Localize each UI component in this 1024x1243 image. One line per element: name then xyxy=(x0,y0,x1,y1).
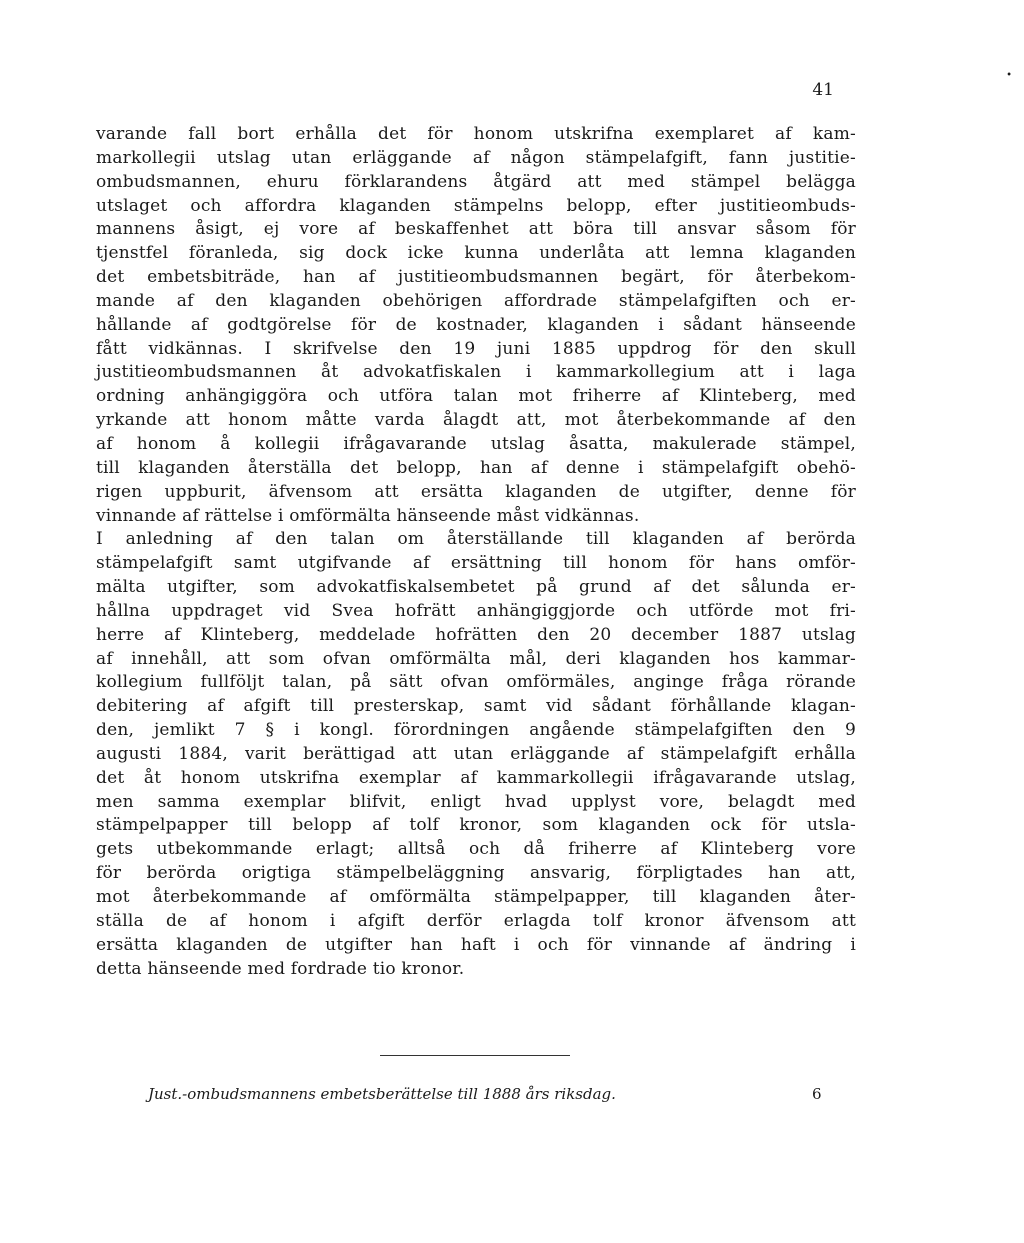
text-line: mannens åsigt, ej vore af beskaffenhet att böra till ansvar såsom för xyxy=(96,219,856,240)
text-line: markollegii utslag utan erläggande af någon stämpelafgift, fann justitie- xyxy=(96,147,856,168)
paragraph-end-line: detta hänseende med fordrade tio kronor. xyxy=(96,958,465,979)
text-line: rigen uppburit, äfvensom att ersätta klaganden de utgifter, denne för xyxy=(96,481,856,502)
text-line: det embetsbiträde, han af justitieombudsmannen begärt, för återbekom- xyxy=(96,267,856,288)
text-line: ombudsmannen, ehuru förklarandens åtgärd att med stämpel belägga xyxy=(96,171,856,192)
page-number: 41 xyxy=(812,80,834,100)
text-line: till klaganden återställa det belopp, han af denne i stämpelafgift obehö- xyxy=(96,457,856,478)
text-line: mälta utgifter, som advokatfiskalsembetet på grund af det sålunda er- xyxy=(96,577,856,598)
text-line: mande af den klaganden obehörigen affordrade stämpelafgiften och er- xyxy=(96,290,856,311)
text-line: tjenstfel föranleda, sig dock icke kunna underlåta att lemna klaganden xyxy=(96,243,856,264)
text-line: kollegium fullföljt talan, på sätt ofvan omförmäles, anginge fråga rörande xyxy=(96,672,856,693)
text-line: fått vidkännas. I skrifvelse den 19 juni 1885 uppdrog för den skull xyxy=(96,338,856,359)
text-line: det åt honom utskrifna exemplar af kammarkollegii ifrågavarande utslag, xyxy=(96,767,856,788)
text-line: I anledning af den talan om återställande till klaganden af berörda xyxy=(96,529,856,550)
text-line: herre af Klinteberg, meddelade hofrätten den 20 december 1887 utslag xyxy=(96,624,856,645)
text-line: stämpelpapper till belopp af tolf kronor, som klaganden ock för utsla- xyxy=(96,815,856,836)
text-line: augusti 1884, varit berättigad att utan erläggande af stämpelafgift erhålla xyxy=(96,743,856,764)
text-line: mot återbekommande af omförmälta stämpelpapper, till klaganden åter- xyxy=(96,887,856,907)
text-line: gets utbekommande erlagt; alltså och då friherre af Klinteberg vore xyxy=(96,839,856,860)
text-line: yrkande att honom måtte varda ålagdt att, mot återbekommande af den xyxy=(96,410,856,431)
footer-title: Just.-ombudsmannens embetsberättelse till 1888 års riksdag. xyxy=(148,1085,616,1103)
text-line: af innehåll, att som ofvan omförmälta mål, deri klaganden hos kammar- xyxy=(96,648,856,669)
footer-sheet-number: 6 xyxy=(812,1085,822,1103)
text-line: utslaget och affordra klaganden stämpelns belopp, efter justitieombuds- xyxy=(96,195,856,216)
text-line: ersätta klaganden de utgifter han haft i och för vinnande af ändring i xyxy=(96,934,856,955)
text-line: för berörda origtiga stämpelbeläggning ansvarig, förpligtades han att, xyxy=(96,863,856,884)
text-line: ställa de af honom i afgift derför erlagda tolf kronor äfvensom att xyxy=(96,910,856,931)
text-line: men samma exemplar blifvit, enligt hvad upplyst vore, belagdt med xyxy=(96,791,856,812)
body-text xyxy=(96,123,856,981)
text-line: stämpelafgift samt utgifvande af ersättning till honom för hans omför- xyxy=(96,553,856,574)
text-line: hållna uppdraget vid Svea hofrätt anhängiggjorde och utförde mot fri- xyxy=(96,600,856,621)
text-line: justitieombudsmannen åt advokatfiskalen i kammarkollegium att i laga xyxy=(96,362,856,383)
text-line: den, jemlikt 7 § i kongl. förordningen angående stämpelafgiften den 9 xyxy=(96,720,856,741)
paragraph-end-line: vinnande af rättelse i omförmälta hänseende måst vidkännas. xyxy=(96,505,640,526)
text-line: ordning anhängiggöra och utföra talan mot friherre af Klinteberg, med xyxy=(96,386,856,407)
text-line: varande fall bort erhålla det för honom utskrifna exemplaret af kam- xyxy=(96,124,856,144)
text-line: debitering af afgift till presterskap, samt vid sådant förhållande klagan- xyxy=(96,696,856,717)
corner-mark: • xyxy=(1006,70,1012,81)
text-line: af honom å kollegii ifrågavarande utslag åsatta, makulerade stämpel, xyxy=(96,433,856,454)
text-line: hållande af godtgörelse för de kostnader, klaganden i sådant hänseende xyxy=(96,314,856,335)
footer-separator xyxy=(380,1055,570,1056)
